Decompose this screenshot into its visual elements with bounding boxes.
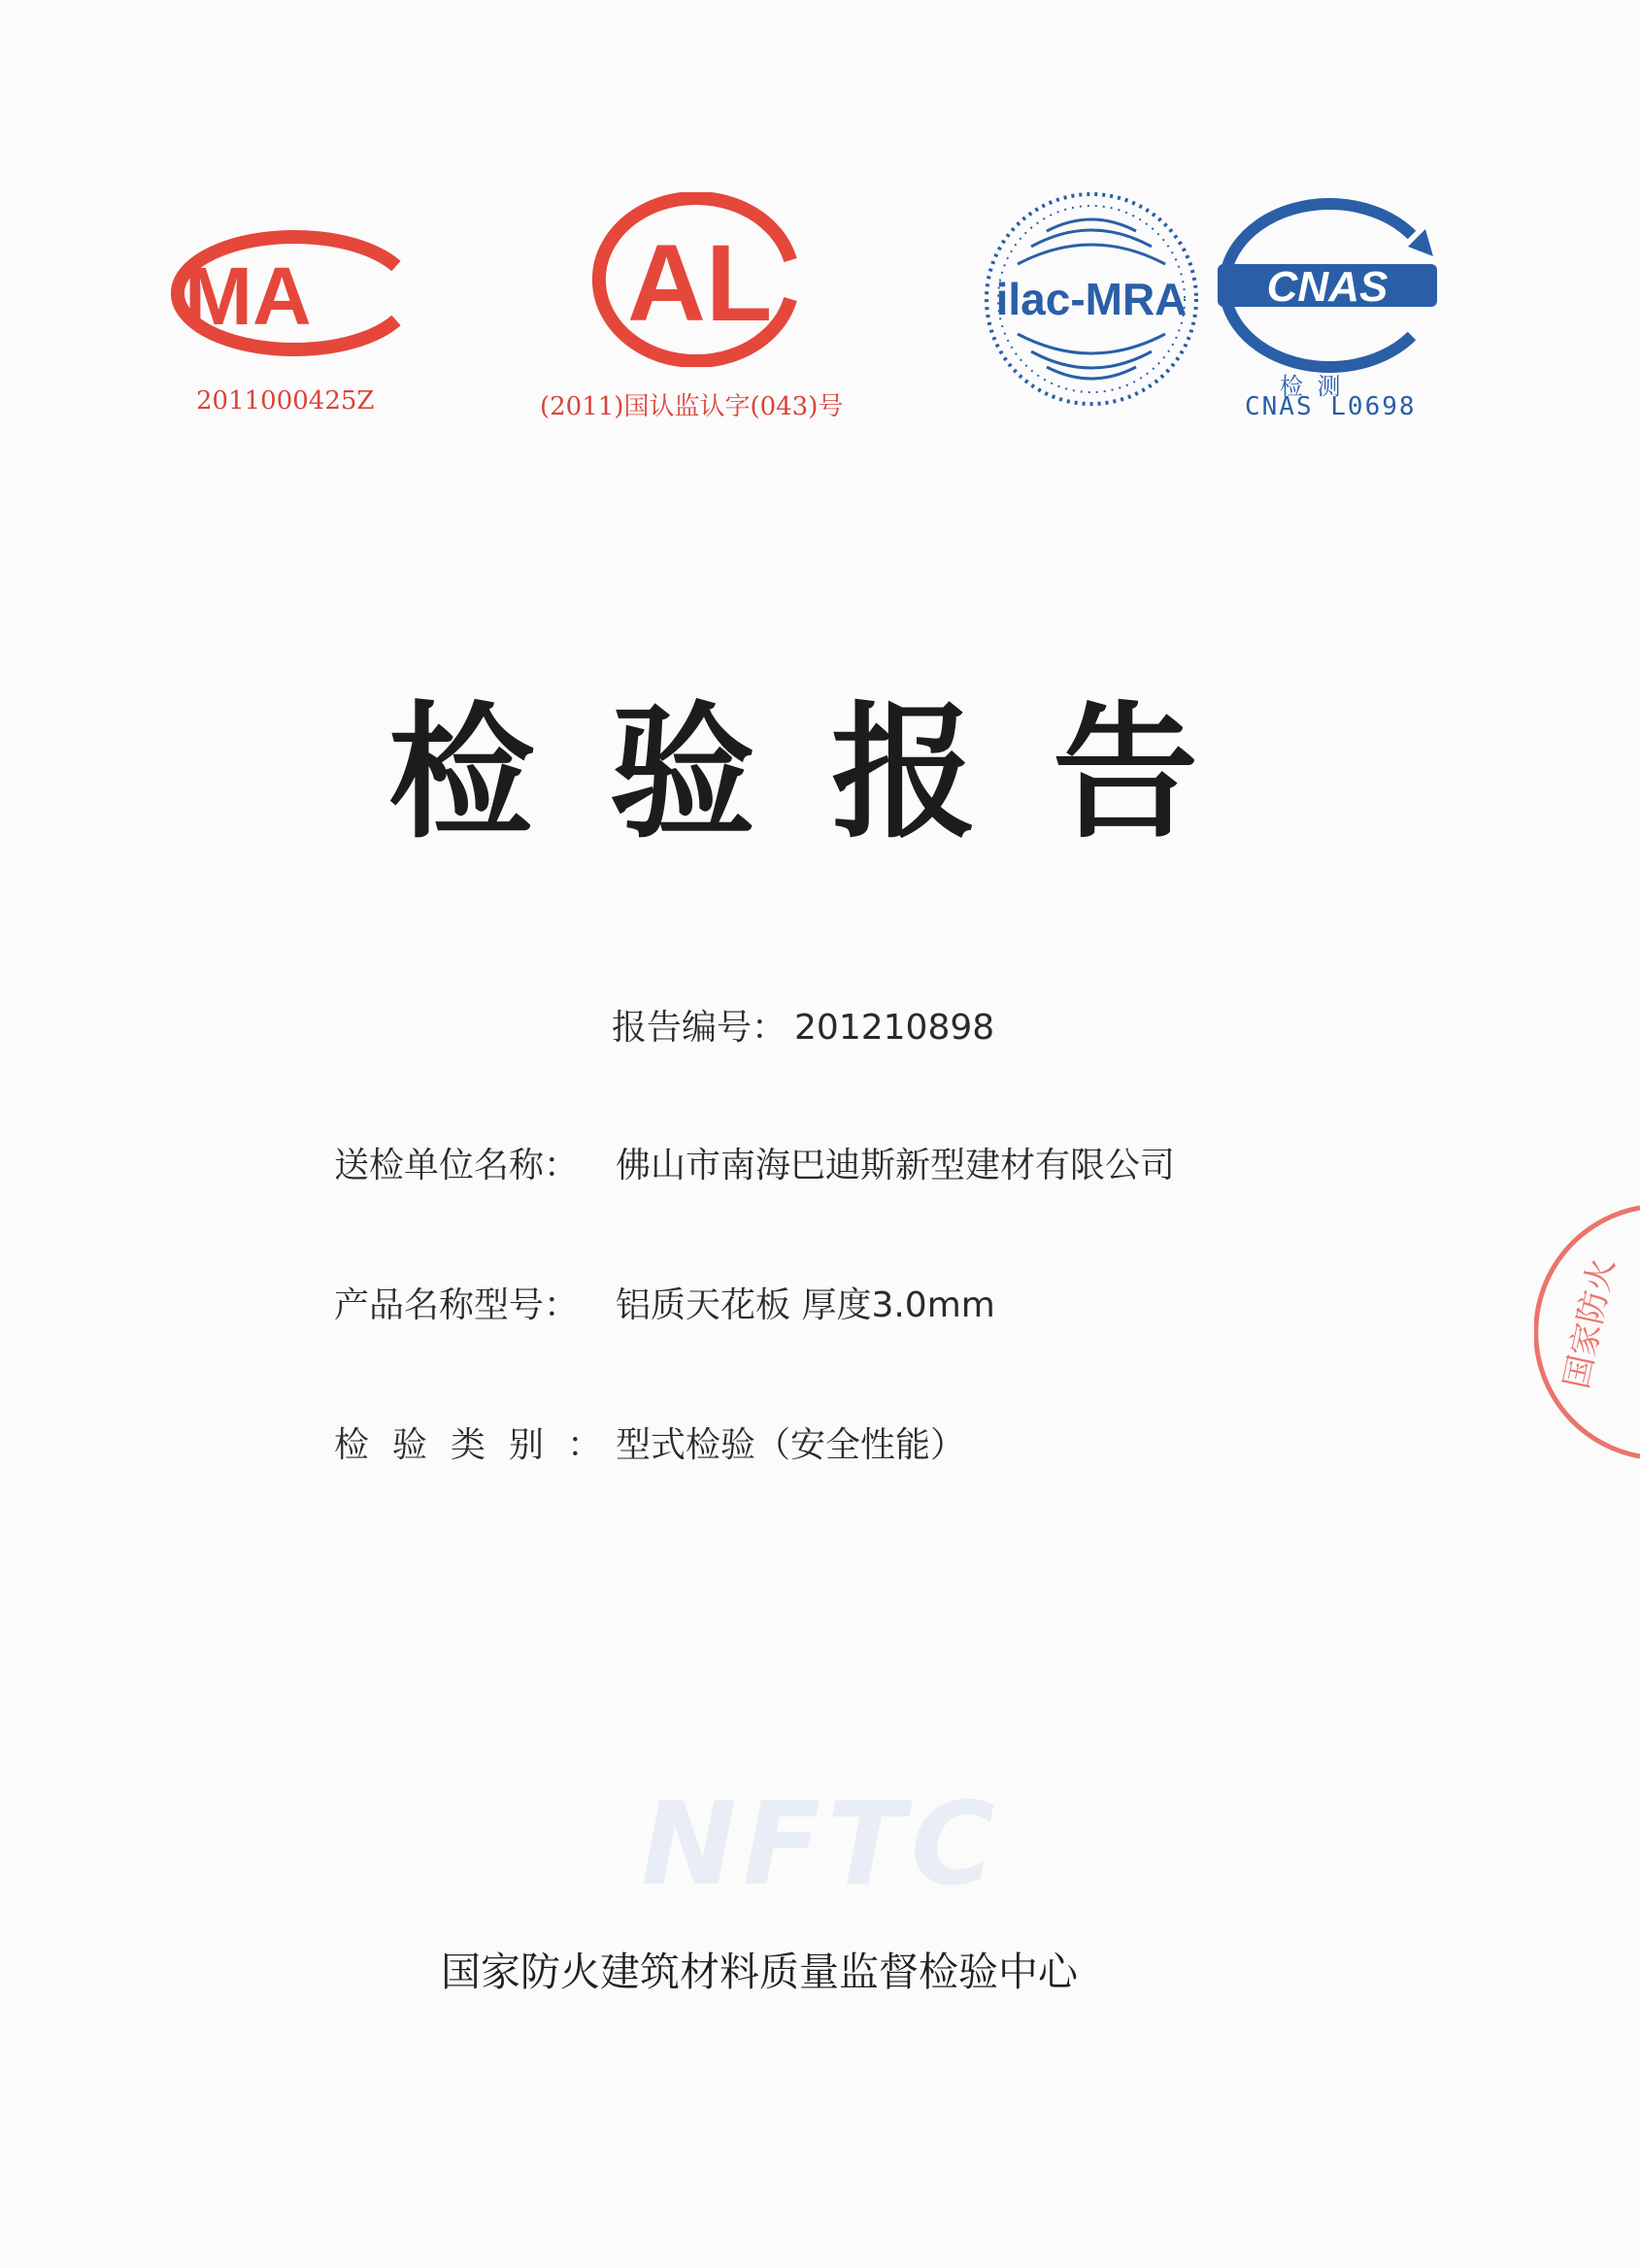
cnas-logo bbox=[1218, 198, 1451, 373]
cma-number: 2011000425Z bbox=[196, 386, 375, 416]
product-value: 铝质天花板 厚度3.0mm bbox=[616, 1285, 995, 1325]
report-number-row bbox=[612, 1000, 994, 1050]
svg-text:MA: MA bbox=[184, 250, 312, 342]
client-value: 佛山市南海巴迪斯新型建材有限公司 bbox=[616, 1146, 1176, 1185]
product-row bbox=[334, 1278, 995, 1327]
client-row bbox=[334, 1138, 1175, 1187]
test-type-label: 检验类别： bbox=[334, 1425, 626, 1465]
ilac-mra-logo bbox=[979, 186, 1204, 412]
svg-text:AL: AL bbox=[627, 222, 773, 344]
svg-text:CNAS: CNAS bbox=[1266, 263, 1389, 311]
test-type-value: 型式检验（安全性能） bbox=[616, 1425, 966, 1465]
client-label: 送检单位名称： bbox=[334, 1146, 580, 1185]
report-number-value: 201210898 bbox=[794, 1008, 995, 1048]
report-number-label: 报告编号： bbox=[612, 1008, 787, 1048]
product-label: 产品名称型号： bbox=[334, 1285, 580, 1325]
official-seal bbox=[1534, 1196, 1640, 1472]
report-title: 检验报告 bbox=[388, 689, 1275, 858]
cnas-sub-label: 检 测 bbox=[1280, 373, 1341, 400]
test-type-row bbox=[334, 1418, 965, 1467]
svg-text:国家防火: 国家防火 bbox=[1556, 1254, 1623, 1392]
cnas-number: CNAS L0698 bbox=[1245, 392, 1417, 421]
cal-number: (2011)国认监认字(043)号 bbox=[540, 392, 844, 421]
svg-text:ilac-MRA: ilac-MRA bbox=[995, 274, 1188, 324]
cal-logo bbox=[586, 192, 804, 367]
nftc-watermark: NFTC bbox=[641, 1777, 1001, 1911]
cma-logo bbox=[163, 229, 412, 357]
issuing-organization: 国家防火建筑材料质量监督检验中心 bbox=[441, 1949, 1078, 1995]
